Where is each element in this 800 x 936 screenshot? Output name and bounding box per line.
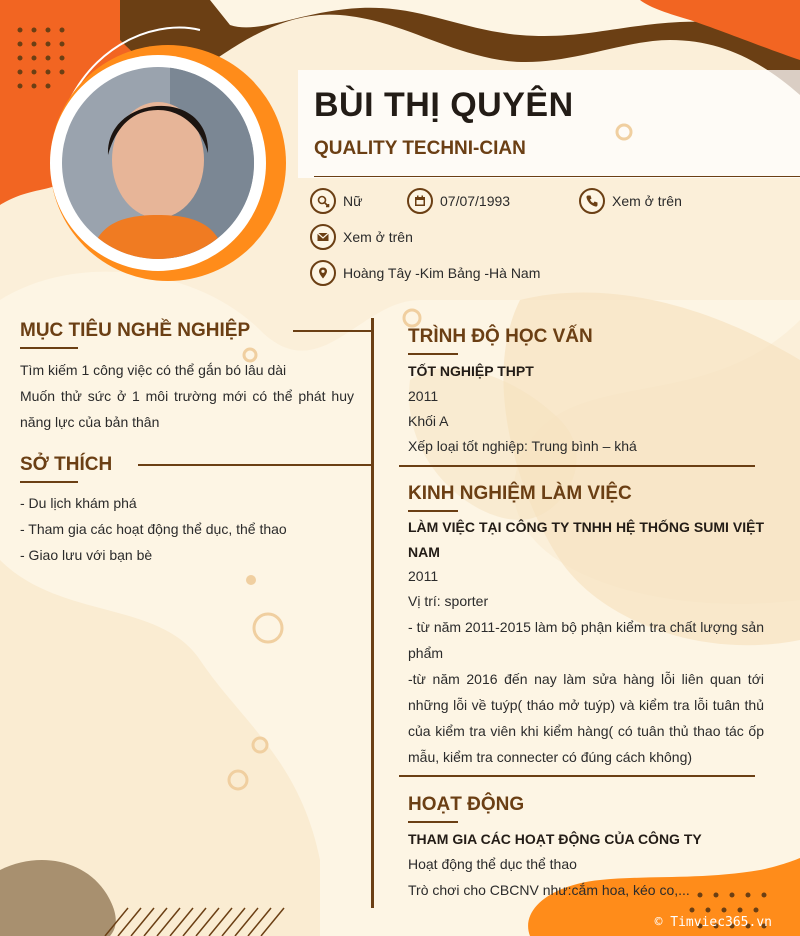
candidate-name: BÙI THỊ QUYÊN (314, 86, 574, 124)
location-icon (310, 260, 336, 286)
education-school: TỐT NGHIỆP THPT (408, 363, 534, 379)
address-info (310, 260, 540, 286)
title-underline (314, 176, 800, 177)
gender-icon (310, 188, 336, 214)
email-icon (310, 224, 336, 250)
objective-heading: MỤC TIÊU NGHỀ NGHIỆP (20, 320, 251, 341)
copyright-text: © Timviec365.vn (654, 915, 772, 930)
avatar (60, 65, 256, 261)
objective-line-2: Muốn thử sức ở 1 môi trường mới có thể phát huy năng lực của bản thân (20, 388, 354, 430)
hobbies-heading-underline (20, 481, 78, 483)
education-heading-underline (408, 353, 458, 355)
hobby-item: - Giao lưu với bạn bè (20, 547, 153, 563)
email-text: Xem ở trên (343, 229, 413, 245)
education-heading: TRÌNH ĐỘ HỌC VẤN (408, 326, 593, 347)
job-title: QUALITY TECHNI-CIAN (314, 138, 526, 159)
activity-item: Trò chơi cho CBCNV như:cắm hoa, kéo co,... (408, 882, 690, 898)
activities-heading: HOẠT ĐỘNG (408, 794, 525, 815)
activities-heading-underline (408, 821, 458, 823)
objective-heading-rule (293, 330, 373, 332)
experience-year: 2011 (408, 568, 439, 584)
calendar-icon (407, 188, 433, 214)
experience-divider (399, 775, 755, 777)
experience-desc-2: -từ năm 2016 đến nay làm sửa hàng lỗi liên quan tới những lỗi về tuýp( tháo mở tuýp) và kiểm tra lỗi tuân thủ của kiểm tra viên khi kiểm hàng( có tuân thủ thao tác ốp mẫu, kiểm tra connecter có đúng cách không) (408, 671, 764, 765)
experience-desc-1: - từ năm 2011-2015 làm bộ phận kiểm tra chất lượng sản phẩm (408, 619, 764, 661)
hobbies-heading: SỞ THÍCH (20, 454, 113, 475)
gender-text: Nữ (343, 193, 363, 209)
gender-info (310, 188, 362, 214)
experience-heading: KINH NGHIỆM LÀM VIỆC (408, 483, 632, 504)
hobby-item: - Du lịch khám phá (20, 495, 137, 511)
phone-info (579, 188, 682, 214)
experience-position: Vị trí: sporter (408, 593, 489, 609)
education-grade: Xếp loại tốt nghiệp: Trung bình – khá (408, 438, 637, 454)
hobbies-heading-rule (138, 464, 373, 466)
experience-heading-underline (408, 510, 458, 512)
address-text: Hoàng Tây -Kim Bảng -Hà Nam (343, 265, 541, 281)
education-year: 2011 (408, 388, 439, 404)
education-major: Khối A (408, 413, 449, 429)
birthday-text: 07/07/1993 (440, 193, 511, 209)
education-divider (399, 465, 755, 467)
phone-text: Xem ở trên (612, 193, 682, 209)
activities-title: THAM GIA CÁC HOẠT ĐỘNG CỦA CÔNG TY (408, 831, 702, 847)
hobby-item: - Tham gia các hoạt động thể dục, thể thao (20, 521, 287, 537)
phone-icon (579, 188, 605, 214)
objective-line-1: Tìm kiếm 1 công việc có thể gắn bó lâu dài (20, 362, 287, 378)
activity-item: Hoạt động thể dục thể thao (408, 856, 577, 872)
email-info (310, 224, 413, 250)
experience-company: LÀM VIỆC TẠI CÔNG TY TNHH HỆ THỐNG SUMI VIỆT NAM (408, 519, 764, 560)
objective-heading-underline (20, 347, 78, 349)
birthday-info (407, 188, 510, 214)
